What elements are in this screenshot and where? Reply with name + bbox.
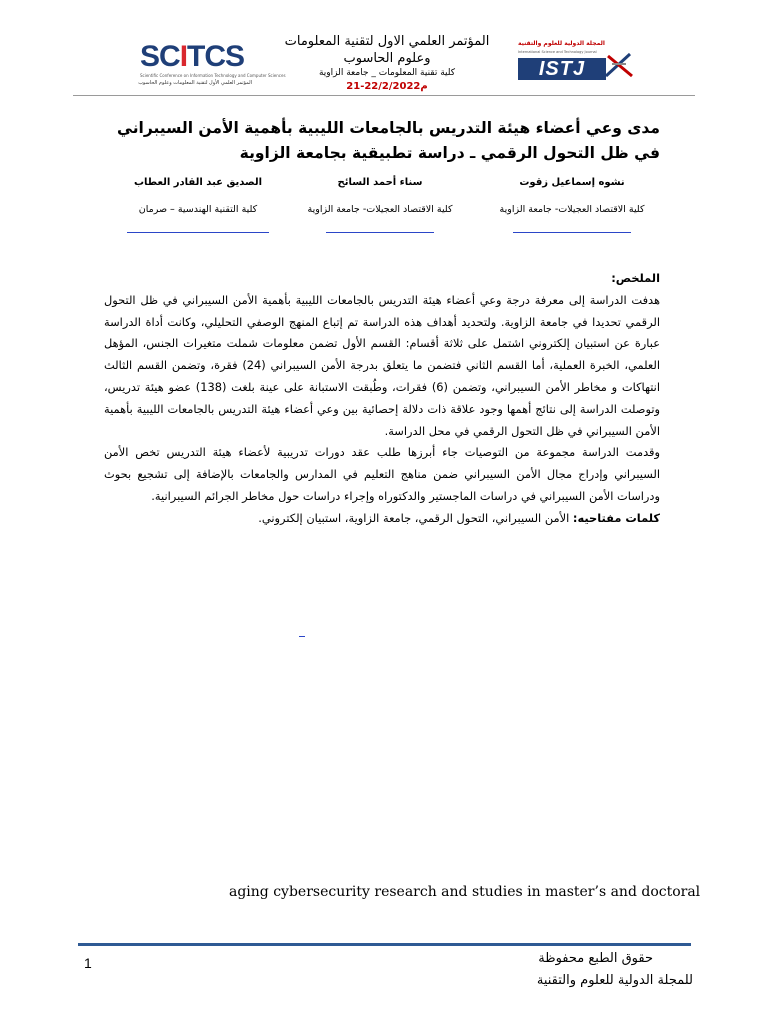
footer-rights — [480, 948, 693, 992]
stray-underline — [299, 636, 305, 637]
abstract — [104, 268, 660, 530]
author-name: سناء أحمد السائح — [337, 177, 423, 188]
keywords: الأمن السيبراني، التحول الرقمي، جامعة الزاوية، استبيان إلكتروني. — [258, 510, 570, 525]
journal-name-ar: المجلة الدولية للعلوم والتقنية — [518, 40, 605, 47]
abstract-heading: الملخص: — [611, 271, 660, 285]
rights-line-2: للمجلة الدولية للعلوم والتقنية — [536, 973, 693, 988]
journal-swoosh-icon — [604, 50, 634, 80]
abstract-paragraph: هدفت الدراسة إلى معرفة درجة وعي أعضاء هيئة التدريس بالجامعات الليبية بأهمية الأمن السيبراني في ظل التحول الرقمي تحديدا في جامعة الزاوية. ولتحديد أهداف هذه الدراسة تم إتباع المنهج الوصفي التحليلي، وكانت أداة الدراسة عبارة عن استبيان إلكتروني اشتمل على ثلاثة أقسام: القسم الأول تضمن معلومات شملت متغيرات الجنس، المؤهل العلمي، الخبرة العملية، أما القسم الثاني فتضمن ما يتعلق بدرجة الأمن السيبراني (24) فقرة، وتضمن القسم الثالث انتهاكات و مخاطر الأمن السيبراني، وتضمن (6) فقرات، وطُبقت الاستبانة على عينة بلغت (138) عضو هيئة تدريس، وتوصلت الدراسة إلى نتائج أهمها وجود علاقة ذات دلالة إحصائية بين وعي أعضاء هيئة التدريس بالجامعات الليبية بأهمية الأمن السيبراني في ظل التحول الرقمي في محل الدراسة. — [104, 292, 660, 438]
author-underline — [127, 232, 269, 233]
author-3 — [122, 176, 274, 233]
english-text-fragment: aging cybersecurity research and studies in master’s and doctoral — [229, 884, 701, 900]
keywords-line — [104, 508, 660, 530]
header-divider — [73, 95, 695, 96]
author-affiliation: كلية الاقتصاد العجيلات- جامعة الزاوية — [307, 204, 453, 215]
conference-date: 21-22/2/2022م — [346, 81, 428, 92]
author-underline — [513, 232, 631, 233]
author-affiliation: كلية الاقتصاد العجيلات- جامعة الزاوية — [499, 204, 645, 215]
author-underline — [326, 232, 434, 233]
journal-name-en: International Science and Technology Journal — [518, 50, 597, 54]
journal-logo-mark: ISTJ — [518, 58, 606, 80]
conference-title: المؤتمر العلمي الاول لتقنية المعلومات وعلوم الحاسوب — [284, 34, 490, 66]
page-number: 1 — [84, 955, 92, 971]
conference-logo — [138, 40, 286, 96]
journal-logo — [512, 40, 636, 90]
conference-college: كلية تقنية المعلومات _ جامعة الزاوية — [318, 68, 456, 78]
author-1 — [484, 176, 660, 233]
keywords-label: كلمات مفتاحيه: — [572, 510, 660, 525]
conference-info — [280, 33, 494, 94]
author-2 — [288, 176, 472, 233]
author-affiliation: كلية التقنية الهندسية – صرمان — [138, 204, 258, 215]
rights-line-1: حقوق الطبع محفوظة — [538, 951, 653, 966]
paper-title: مدى وعي أعضاء هيئة التدريس بالجامعات الليبية بأهمية الأمن السيبراني في ظل التحول الرقمي ـ دراسة تطبيقية بجامعة الزاوية — [117, 119, 660, 162]
abstract-paragraph: وقدمت الدراسة مجموعة من التوصيات جاء أبرزها طلب عقد دورات تدريبية لأعضاء هيئة التدريس تخص الأمن السيبراني وإدراج مجال الأمن السيبراني ضمن مناهج التعليم في المدارس والجامعات بالإضافة إلى تشجيع بحوث ودراسات الأمن السيبراني في دراسات الماجستير والدكتوراه وإجراء دراسات حول مخاطر الجرائم السيبرانية. — [104, 445, 660, 503]
footer-divider — [78, 943, 691, 946]
conference-logo-subtitle-en: Scientific Conference on Information Technology and Computer Sciences — [140, 73, 286, 78]
author-name: الصديق عبد القادر العطاب — [133, 177, 263, 188]
conference-logo-mark: SCITCS — [140, 40, 245, 73]
author-name: نشوه إسماعيل زقوت — [519, 177, 625, 188]
conference-logo-subtitle-ar: المؤتمر العلمي الأول لتقنية المعلومات وعلوم الحاسوب — [138, 80, 252, 86]
